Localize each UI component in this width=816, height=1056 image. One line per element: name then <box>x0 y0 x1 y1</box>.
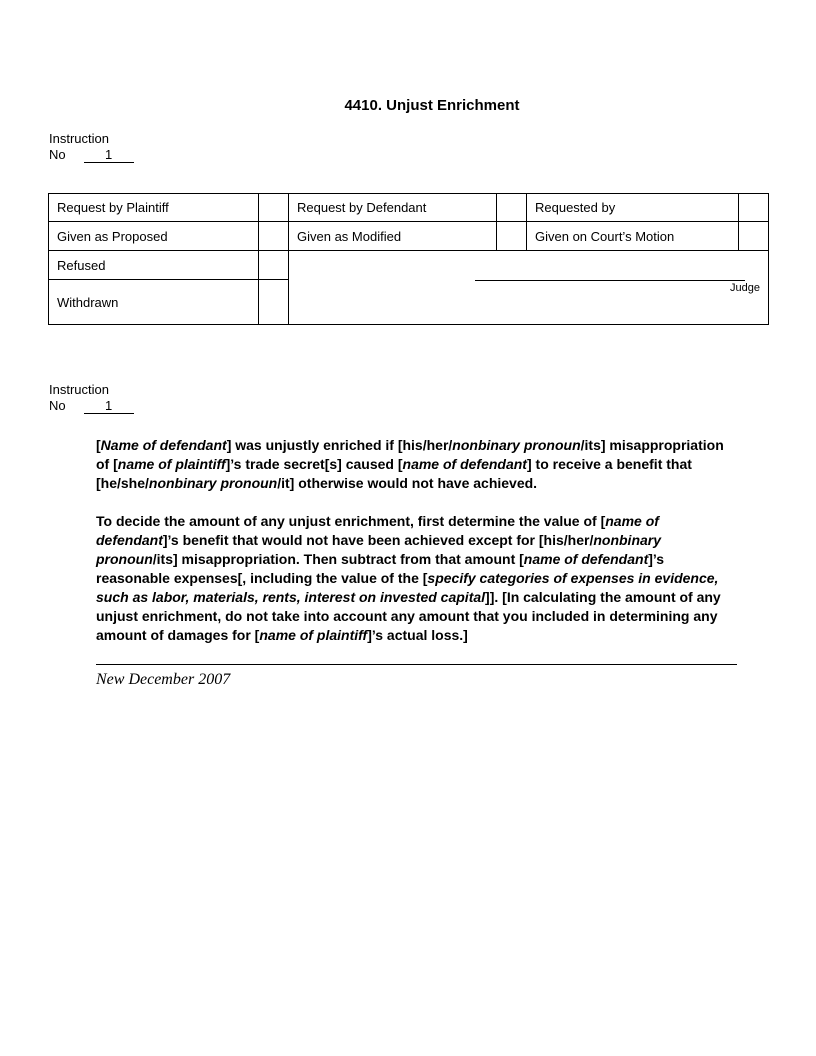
text-segment: specify categories of expenses in evidence, such as labor, materials, rents, interest on invested capital <box>96 570 719 605</box>
page-title: 4410. Unjust Enrichment <box>344 97 520 114</box>
text-segment: nonbinary pronoun <box>452 437 581 453</box>
table-row-given <box>49 222 769 251</box>
instruction-number-row <box>49 398 816 414</box>
judge-signature-line <box>475 280 745 281</box>
instruction-caption-body <box>49 382 816 414</box>
text-segment: ]’s benefit that would not have been achieved except for [his/her/ <box>162 532 594 548</box>
footer-divider <box>96 664 737 665</box>
text-segment: nonbinary pronoun <box>96 532 662 567</box>
cell-request-by-plaintiff: Request by Plaintiff <box>49 194 259 222</box>
no-label: No <box>49 398 66 413</box>
instruction-number-blank: 1 <box>84 398 134 414</box>
text-segment: ]’s trade secret[s] caused [ <box>225 456 403 472</box>
cell-refused: Refused <box>49 251 259 280</box>
revision-note: New December 2007 <box>96 671 231 688</box>
text-segment: ] was unjustly enriched if [his/her/ <box>226 437 453 453</box>
instruction-number-blank: 1 <box>84 147 134 163</box>
cell-given-as-modified: Given as Modified <box>289 222 497 251</box>
mark-cell-request-by-defendant <box>497 194 527 222</box>
text-segment: name of plaintiff <box>259 627 368 643</box>
instruction-paragraph-2 <box>96 512 737 645</box>
text-segment: /its] misappropriation of [ <box>96 437 724 472</box>
instruction-text <box>96 436 737 645</box>
mark-cell-requested-by <box>739 194 769 222</box>
mark-cell-request-by-plaintiff <box>259 194 289 222</box>
text-segment: ]]. [In calculating the amount of any unjust enrichment, do not take into account any amount that you included in determining any amount of damages for [ <box>96 589 721 643</box>
cell-requested-by: Requested by <box>527 194 739 222</box>
cell-request-by-defendant: Request by Defendant <box>289 194 497 222</box>
text-segment: /it] otherwise would not have achieved. <box>277 475 538 491</box>
judge-signature-cell <box>289 251 769 325</box>
judge-label: Judge <box>730 282 760 294</box>
cell-given-as-proposed: Given as Proposed <box>49 222 259 251</box>
instruction-label: Instruction <box>49 131 109 146</box>
instruction-label: Instruction <box>49 382 109 397</box>
text-segment: name of defendant <box>402 456 527 472</box>
cell-given-on-courts-motion: Given on Court’s Motion <box>527 222 739 251</box>
mark-cell-given-on-courts-motion <box>739 222 769 251</box>
instruction-number-row <box>49 147 816 163</box>
cell-withdrawn: Withdrawn <box>49 280 259 325</box>
text-segment: name of plaintiff <box>117 456 226 472</box>
mark-cell-given-as-proposed <box>259 222 289 251</box>
text-segment: To decide the amount of any unjust enrichment, first determine the value of [ <box>96 513 606 529</box>
text-segment: /its] misappropriation. Then subtract from that amount [ <box>152 551 524 567</box>
instruction-status-table <box>48 193 769 325</box>
instruction-paragraph-1 <box>96 436 737 493</box>
text-segment: Name of defendant <box>100 437 227 453</box>
text-segment: ] to receive a benefit that [he/she/ <box>96 456 692 491</box>
no-label: No <box>49 147 66 162</box>
text-segment: nonbinary pronoun <box>148 475 278 491</box>
table-row-refused <box>49 251 769 280</box>
mark-cell-refused <box>259 251 289 280</box>
text-segment: name of defendant <box>523 551 649 567</box>
text-segment: name of defendant <box>96 513 659 548</box>
mark-cell-given-as-modified <box>497 222 527 251</box>
text-segment: ]’s reasonable expenses[, including the value of the [ <box>96 551 665 586</box>
table-row-request <box>49 194 769 222</box>
mark-cell-withdrawn <box>259 280 289 325</box>
text-segment: ]’s actual loss.] <box>367 627 468 643</box>
instruction-caption-top <box>49 131 816 163</box>
text-segment: [ <box>96 437 101 453</box>
